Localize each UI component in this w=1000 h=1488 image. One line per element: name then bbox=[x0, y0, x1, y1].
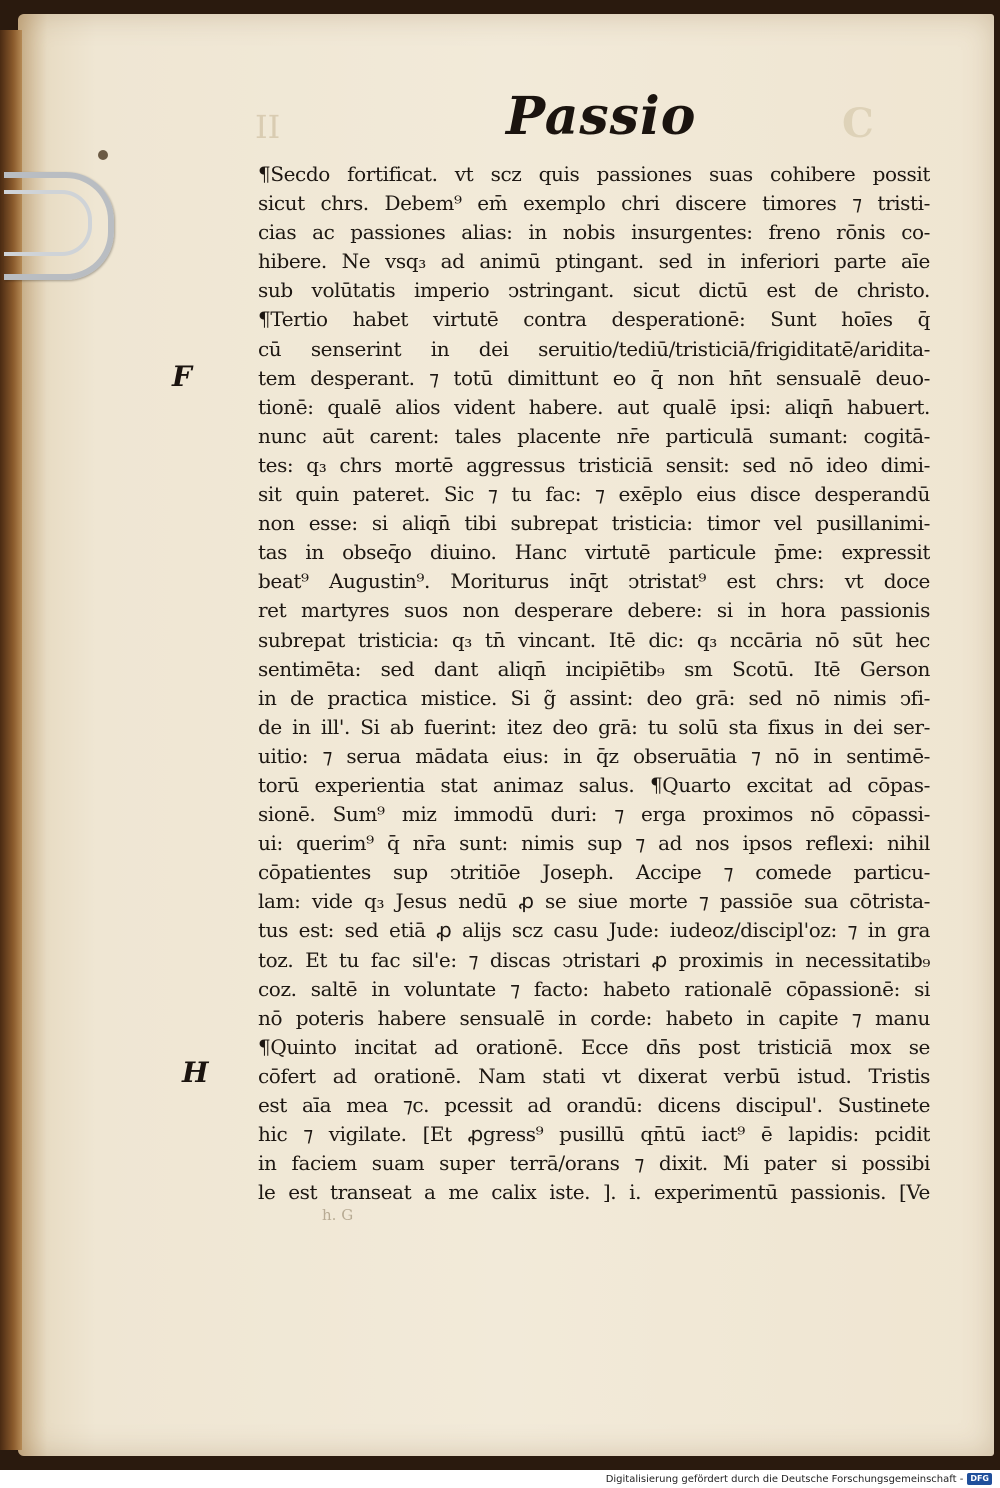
margin-letter-h: H bbox=[182, 1056, 209, 1089]
text-line: subrepat tristicia: q₃ tn̄ vincant. Itē dic: q₃ nccāria nō sūt hec bbox=[258, 627, 930, 652]
text-line: est aīa mea ⁊c. pcessit ad orandū: dicens discipul'. Sustinete bbox=[258, 1093, 930, 1117]
text-line: nō poteris habere sensualē in corde: habeto in capite ⁊ manu bbox=[258, 1005, 930, 1030]
text-line: cōfert ad orationē. Nam stati vt dixerat verbū istud. Tristis bbox=[258, 1063, 930, 1088]
text-line: tes: q₃ chrs mortē aggressus tristiciā sensit: sed nō ideo dimi- bbox=[258, 452, 930, 477]
show-through-text: II bbox=[255, 108, 281, 146]
text-line: torū experientia stat animaz salus. ¶Quarto excitat ad cōpas- bbox=[258, 772, 930, 797]
text-line: coz. saltē in voluntate ⁊ facto: habeto rationalē cōpassionē: si bbox=[258, 976, 930, 1001]
text-line: tus est: sed etiā ꝓ alijs scz casu Jude: iudeoz/discipl'oz: ⁊ in gra bbox=[258, 918, 930, 943]
text-line: tionē: qualē alios vident habere. aut qualē ipsi: aliqn̄ habuert. bbox=[258, 394, 930, 419]
text-line: sionē. Sum⁹ miz immodū duri: ⁊ erga proximos nō cōpassi- bbox=[258, 802, 930, 827]
text-line: nunc aūt carent: tales placente nr̄e particulā sumant: cogitā- bbox=[258, 423, 930, 448]
page-heading: Passio bbox=[506, 86, 697, 147]
body-text bbox=[258, 160, 930, 1210]
footer-credit bbox=[606, 1472, 992, 1486]
text-line: toz. Et tu fac sil'e: ⁊ discas ↄtristari ꝓ proximis in necessitatib₉ bbox=[258, 947, 930, 972]
text-line: uitio: ⁊ serua mādata eius: in q̄z obseruātia ⁊ nō in sentimē- bbox=[258, 743, 930, 768]
text-line: le est transeat a me calix iste. ]. i. experimentū passionis. [Ve bbox=[258, 1180, 930, 1205]
text-line: sub volūtatis imperio ↄstringant. sicut dictū est de christo. bbox=[258, 278, 930, 303]
text-line: in faciem suam super terrā/orans ⁊ dixit. Mi pater si possibi bbox=[258, 1151, 930, 1176]
text-line: sentimēta: sed dant aliqn̄ incipiētib₉ sm Scotū. Itē Gerson bbox=[258, 656, 930, 681]
text-line: cōpatientes sup ↄtritiōe Joseph. Accipe ⁊ comede particu- bbox=[258, 860, 930, 885]
dfg-logo-icon: DFG bbox=[967, 1473, 992, 1485]
text-line: cias ac passiones alias: in nobis insurgentes: freno rōnis co- bbox=[258, 220, 930, 245]
text-line: ret martyres suos non desperare debere: si in hora passionis bbox=[258, 598, 930, 623]
text-line: in de practica mistice. Si g̃ assint: deo grā: sed nō nimis ↄfi- bbox=[258, 685, 930, 710]
text-line: ui: querim⁹ q̄ nr̄a sunt: nimis sup ⁊ ad nos ipsos reflexi: nihil bbox=[258, 831, 930, 856]
text-line: hic ⁊ vigilate. [Et ꝓgress⁹ pusillū qn̄tū iact⁹ ē lapidis: pcidit bbox=[258, 1122, 930, 1147]
paper-clip-inner-icon bbox=[4, 190, 92, 256]
signature-mark: h. G bbox=[322, 1206, 354, 1224]
text-line: tem desperant. ⁊ totū dimittunt eo q̄ non hn̄t sensualē deuo- bbox=[258, 365, 930, 390]
text-line: beat⁹ Augustin⁹. Moriturus inq̄t ↄtristat⁹ est chrs: vt doce bbox=[258, 569, 930, 594]
text-line: ¶Quinto incitat ad orationē. Ecce dn̄s post tristiciā mox se bbox=[258, 1034, 930, 1059]
text-line: tas in obseq̄o diuino. Hanc virtutē particule p̄me: expressit bbox=[258, 540, 930, 565]
text-line: non esse: si aliqn̄ tibi subrepat tristicia: timor vel pusillanimi- bbox=[258, 511, 930, 536]
text-line: sit quin pateret. Sic ⁊ tu fac: ⁊ exēplo eius disce desperandū bbox=[258, 482, 930, 507]
text-line: de in ill'. Si ab fuerint: itez deo grā: tu solū sta fixus in dei ser- bbox=[258, 714, 930, 739]
text-line: sicut chrs. Debem⁹ em̄ exemplo chri discere timores ⁊ tristi- bbox=[258, 191, 930, 216]
ink-spot bbox=[98, 150, 108, 160]
text-line: ¶Secdo fortificat. vt scz quis passiones suas cohibere possit bbox=[258, 162, 930, 186]
show-through-letter: C bbox=[842, 100, 874, 147]
text-line: hibere. Ne vsq₃ ad animū ptingant. sed in inferiori parte aīe bbox=[258, 249, 930, 274]
text-line: lam: vide q₃ Jesus nedū ꝓ se siue morte ⁊ passiōe sua cōtrista- bbox=[258, 889, 930, 914]
text-line: cū senserint in dei seruitio/tediū/tristiciā/frigiditatē/aridita- bbox=[258, 336, 930, 361]
text-line: ¶Tertio habet virtutē contra desperationē: Sunt hoīes q̄ bbox=[258, 307, 930, 332]
margin-letter-f: F bbox=[172, 360, 192, 393]
footer-text: Digitalisierung gefördert durch die Deutsche Forschungsgemeinschaft - bbox=[605, 1473, 964, 1485]
